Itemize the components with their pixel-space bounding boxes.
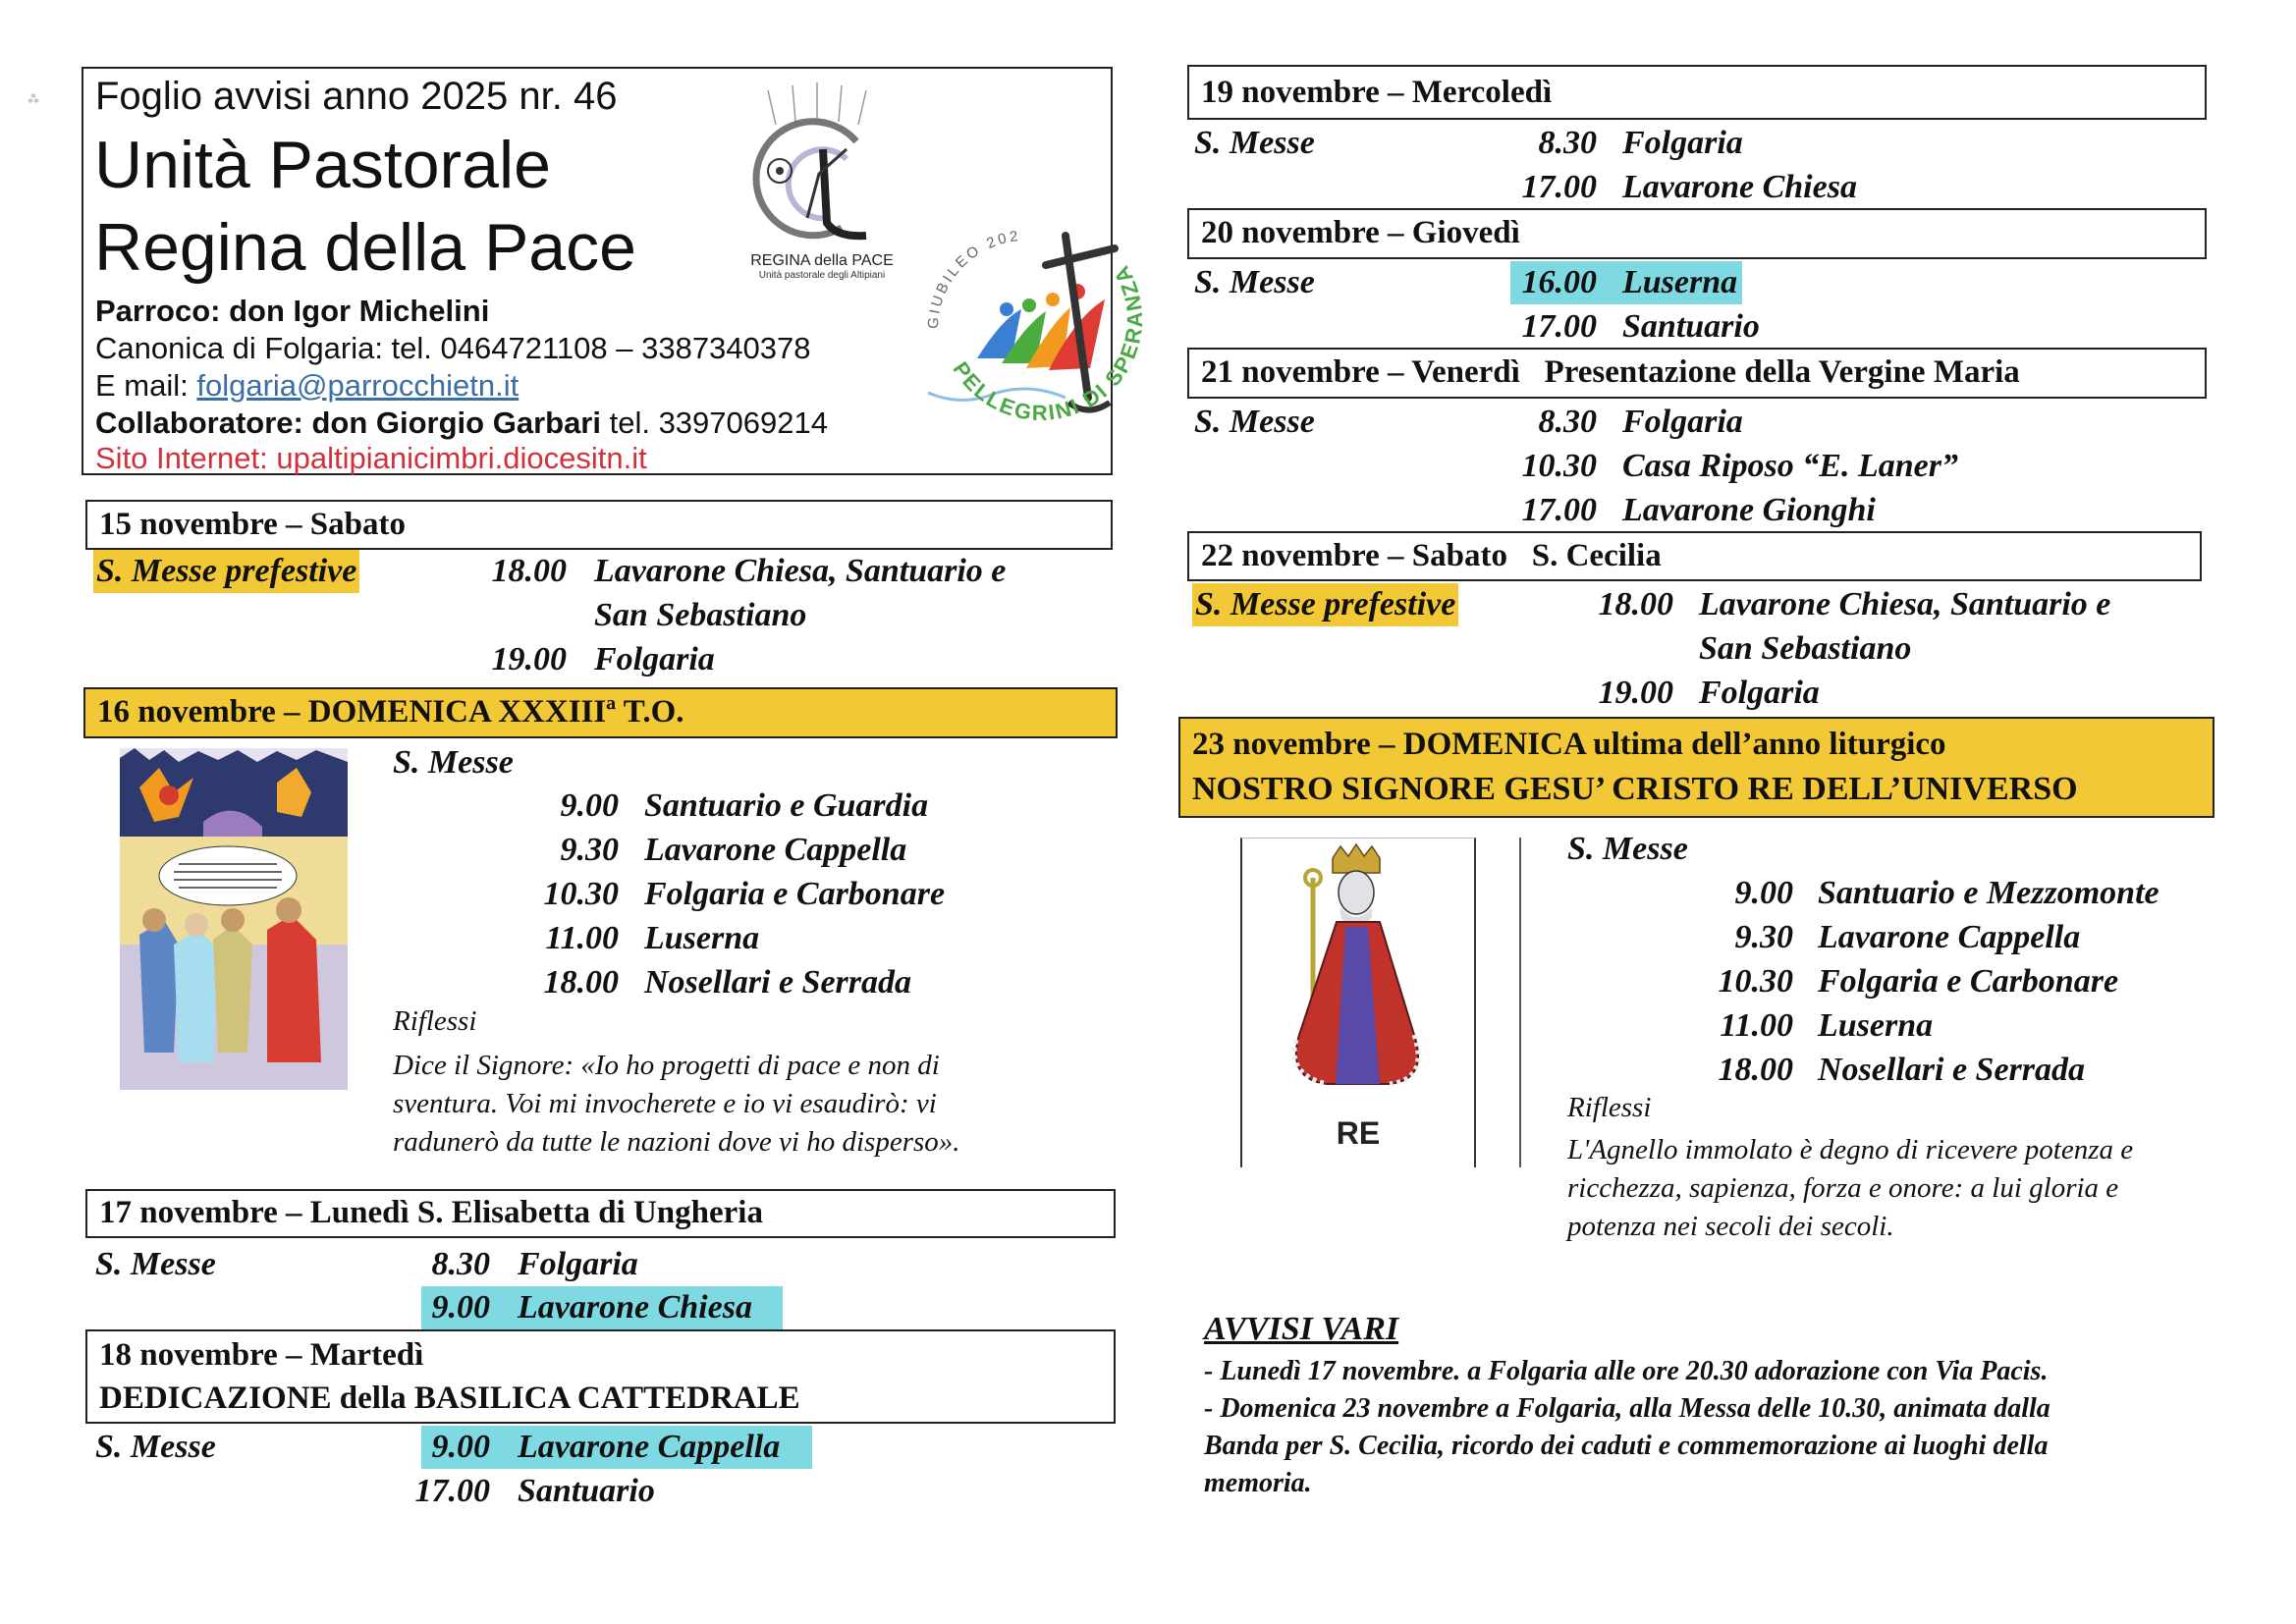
- mass-label: S. Messe: [95, 1246, 216, 1282]
- mass-time: 10.30: [543, 876, 619, 912]
- riflessi-text: [393, 1047, 960, 1162]
- riflessi-line: ricchezza, sapienza, forza e onore: a lui gloria e: [1567, 1172, 2119, 1204]
- mass-label: S. Messe: [95, 1429, 216, 1465]
- collaboratore: [95, 405, 828, 442]
- day-heading-19: 19 novembre – Mercoledì: [1187, 65, 2207, 120]
- canonica-phone: Canonica di Folgaria: tel. 0464721108 – 3387340378: [95, 331, 811, 365]
- mass-time: 8.30: [1538, 404, 1597, 440]
- mass-time: 8.30: [1538, 125, 1597, 161]
- king-icon: [1242, 839, 1474, 1094]
- riflessi-line: radunerò da tutte le nazioni dove vi ho disperso».: [393, 1126, 960, 1158]
- giubileo-2025-logo: [903, 201, 1149, 457]
- mass-place: Santuario: [1622, 308, 1760, 345]
- mass-time: 9.00: [431, 1429, 490, 1465]
- gospel-comic-illustration: [120, 748, 348, 1090]
- issue-number: Foglio avvisi anno 2025 nr. 46: [95, 75, 618, 118]
- regina-logo-title: REGINA della PACE: [750, 252, 894, 269]
- mass-time: 17.00: [1521, 169, 1597, 205]
- page-title-line2: Regina della Pace: [94, 210, 636, 285]
- mass-place: Lavarone Cappella: [1818, 919, 2081, 955]
- mass-place: Folgaria: [1622, 125, 1743, 161]
- day-heading-18: 18 novembre – Martedì DEDICAZIONE della BASILICA CATTEDRALE: [85, 1329, 1116, 1424]
- mass-place-cont: San Sebastiano: [1699, 630, 1912, 667]
- day-heading-21: 21 novembre – Venerdì Presentazione della Vergine Maria: [1187, 348, 2207, 399]
- email-label: E mail:: [95, 368, 197, 403]
- riflessi-line: L'Agnello immolato è degno di ricevere potenza e: [1567, 1134, 2134, 1165]
- giubileo-top-text: GIUBILEO 202: [924, 227, 1022, 330]
- king-image-caption: RE: [1336, 1115, 1381, 1151]
- mass-place: Folgaria: [1622, 404, 1743, 440]
- mass-place: Lavarone Chiesa: [1622, 169, 1857, 205]
- mass-place: Nosellari e Serrada: [1818, 1052, 2085, 1088]
- column-divider: [1519, 838, 1521, 1167]
- avvisi-item: - Domenica 23 novembre a Folgaria, alla Messa delle 10.30, animata dalla: [1204, 1393, 2050, 1424]
- mass-place: Lavarone Cappella: [518, 1429, 781, 1465]
- mass-place: Folgaria e Carbonare: [1818, 963, 2119, 1000]
- mass-place: Luserna: [1622, 264, 1738, 300]
- mass-place: Lavarone Gionghi: [1622, 492, 1876, 528]
- mass-place: Casa Riposo “E. Laner”: [1622, 448, 1958, 484]
- mass-time: 9.30: [1734, 919, 1793, 955]
- mass-time: 17.00: [1521, 492, 1597, 528]
- regina-logo-icon: [748, 81, 896, 247]
- mass-time: 9.00: [431, 1289, 490, 1326]
- collaboratore-name: Collaboratore: don Giorgio Garbari: [95, 406, 601, 440]
- mass-block-15: [95, 550, 1117, 687]
- mass-time: 11.00: [545, 920, 619, 956]
- mass-block-20: [1194, 261, 2206, 350]
- mass-time: 10.30: [1718, 963, 1793, 1000]
- mass-place: Nosellari e Serrada: [644, 964, 911, 1001]
- mass-place: Folgaria: [594, 641, 715, 677]
- mass-place: Luserna: [1818, 1007, 1934, 1044]
- avvisi-item: - Lunedì 17 novembre. a Folgaria alle ore 20.30 adorazione con Via Pacis.: [1204, 1356, 2049, 1386]
- mass-time: 18.00: [1718, 1052, 1793, 1088]
- website-link[interactable]: Sito Internet: upaltipianicimbri.diocesitn.it: [95, 441, 647, 475]
- mass-time: 19.00: [1598, 675, 1673, 711]
- mass-place: Luserna: [644, 920, 760, 956]
- riflessi-text: [1567, 1131, 2133, 1246]
- mass-time: 17.00: [1521, 308, 1597, 345]
- riflessi-title: Riflessi: [393, 1005, 477, 1037]
- mass-block-17: [95, 1243, 1117, 1331]
- day-heading-23: 23 novembre – DOMENICA ultima dell’anno liturgico NOSTRO SIGNORE GESU’ CRISTO RE DELL’UNIVERSO: [1178, 717, 2214, 818]
- mass-block-23: [1567, 828, 2215, 1122]
- mass-label: S. Messe: [1194, 125, 1315, 161]
- avvisi-item-cont: Banda per S. Cecilia, ricordo dei caduti e commemorazione ai luoghi della: [1204, 1431, 2049, 1461]
- mass-time: 10.30: [1521, 448, 1597, 484]
- mass-time: 18.00: [543, 964, 619, 1001]
- christ-king-image-frame: [1240, 838, 1476, 1167]
- avvisi-list: [1204, 1353, 2050, 1502]
- mass-time: 17.00: [414, 1473, 490, 1509]
- mass-place: Santuario: [518, 1473, 655, 1509]
- riflessi-line: Dice il Signore: «Io ho progetti di pace e non di: [393, 1050, 940, 1081]
- email-line: [95, 367, 519, 405]
- mass-block-18: [95, 1426, 1117, 1514]
- mass-label: S. Messe: [1567, 831, 1688, 867]
- mass-block-21: [1194, 401, 2206, 534]
- mass-label: S. Messe: [393, 744, 514, 781]
- mass-time: 9.30: [560, 832, 619, 868]
- mass-label-prefestive: S. Messe prefestive: [1192, 583, 1458, 626]
- mass-place: Folgaria: [1699, 675, 1820, 711]
- mass-label-prefestive: S. Messe prefestive: [93, 550, 359, 593]
- page-title-line1: Unità Pastorale: [94, 128, 551, 202]
- mass-place-cont: San Sebastiano: [594, 597, 807, 633]
- mass-time: 16.00: [1521, 264, 1597, 300]
- mass-place: Folgaria e Carbonare: [644, 876, 946, 912]
- giubileo-logo-icon: [903, 201, 1149, 457]
- mass-label: S. Messe: [1194, 404, 1315, 440]
- mass-time: 8.30: [431, 1246, 490, 1282]
- mass-time: 18.00: [1598, 586, 1673, 623]
- mass-place: Lavarone Chiesa, Santuario e: [1699, 586, 2111, 623]
- parroco: Parroco: don Igor Michelini: [95, 294, 490, 328]
- avvisi-title: AVVISI VARI: [1204, 1311, 1399, 1347]
- day-heading-20: 20 novembre – Giovedì: [1187, 208, 2207, 259]
- day-heading-16: 16 novembre – DOMENICA XXXIIIª T.O.: [83, 687, 1118, 738]
- riflessi-line: potenza nei secoli dei secoli.: [1567, 1211, 1894, 1242]
- mass-label: S. Messe: [1194, 264, 1315, 300]
- day-heading-17: 17 novembre – Lunedì S. Elisabetta di Ungheria: [85, 1189, 1116, 1238]
- mass-block-16: [393, 741, 1100, 1036]
- avvisi-item-cont: memoria.: [1204, 1468, 1312, 1498]
- regina-della-pace-logo: [748, 81, 896, 292]
- mass-time: 19.00: [491, 641, 567, 677]
- email-link[interactable]: folgaria@parrocchietn.it: [196, 368, 519, 403]
- mass-block-19: [1194, 122, 2206, 210]
- mass-place: Folgaria: [518, 1246, 638, 1282]
- day-heading-22: 22 novembre – Sabato S. Cecilia: [1187, 531, 2202, 581]
- day-heading-15: 15 novembre – Sabato: [85, 500, 1113, 550]
- mass-place: Santuario e Guardia: [644, 787, 929, 824]
- mass-time: 9.00: [560, 787, 619, 824]
- mass-time: 11.00: [1720, 1007, 1793, 1044]
- mass-place: Lavarone Cappella: [644, 832, 907, 868]
- giubileo-bottom-text: PELLEGRINI DI SPERANZA: [948, 260, 1147, 425]
- scan-mark: ⁂: [27, 92, 39, 106]
- mass-time: 9.00: [1734, 875, 1793, 911]
- mass-place: Santuario e Mezzomonte: [1818, 875, 2159, 911]
- riflessi-title: Riflessi: [1567, 1092, 1652, 1123]
- regina-logo-subtitle: Unità pastorale degli Altipiani: [758, 270, 886, 281]
- collaboratore-phone: tel. 3397069214: [600, 406, 828, 440]
- mass-place: Lavarone Chiesa, Santuario e: [594, 553, 1007, 589]
- comic-icon: [120, 748, 348, 1090]
- mass-time: 18.00: [491, 553, 567, 589]
- mass-block-22: [1194, 583, 2206, 721]
- mass-place: Lavarone Chiesa: [518, 1289, 752, 1326]
- riflessi-line: sventura. Voi mi invocherete e io vi esaudirò: vi: [393, 1088, 937, 1119]
